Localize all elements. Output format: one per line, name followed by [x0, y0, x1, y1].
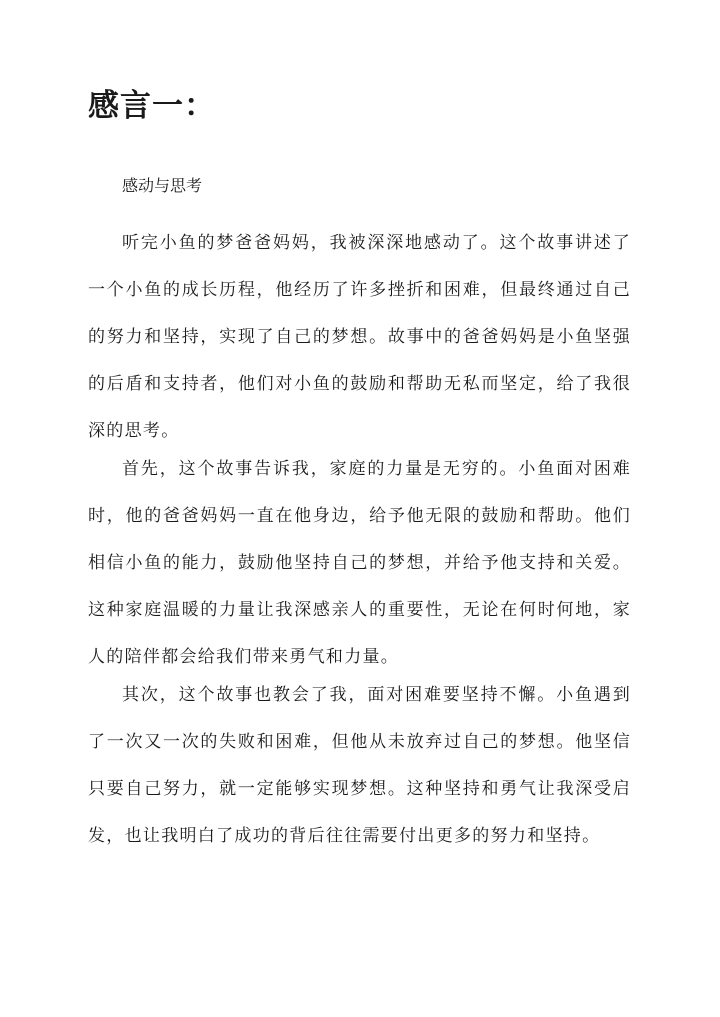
page-title: 感言一： [88, 88, 216, 124]
paragraph-3: 其次，这个故事也教会了我，面对困难要坚持不懈。小鱼遇到了一次又一次的失败和困难，但他从未放弃过自己的梦想。他坚信只要自己努力，就一定能够实现梦想。这种坚持和勇气让我深受启发，也让我明白了成功的背后往往需要付出更多的努力和坚持。 [88, 685, 631, 846]
paragraph-1: 听完小鱼的梦爸爸妈妈，我被深深地感动了。这个故事讲述了一个小鱼的成长历程，他经历了许多挫折和困难，但最终通过自己的努力和坚持，实现了自己的梦想。故事中的爸爸妈妈是小鱼坚强的后盾和支持者，他们对小鱼的鼓励和帮助无私而坚定，给了我很深的思考。 [88, 233, 631, 441]
section-subtitle: 感动与思考 [122, 176, 203, 195]
paragraph-2: 首先，这个故事告诉我，家庭的力量是无穷的。小鱼面对困难时，他的爸爸妈妈一直在他身边，给予他无限的鼓励和帮助。他们相信小鱼的能力，鼓励他坚持自己的梦想，并给予他支持和关爱。这种家庭温暖的力量让我深感亲人的重要性，无论在何时何地，家人的陪伴都会给我们带来勇气和力量。 [88, 459, 631, 667]
